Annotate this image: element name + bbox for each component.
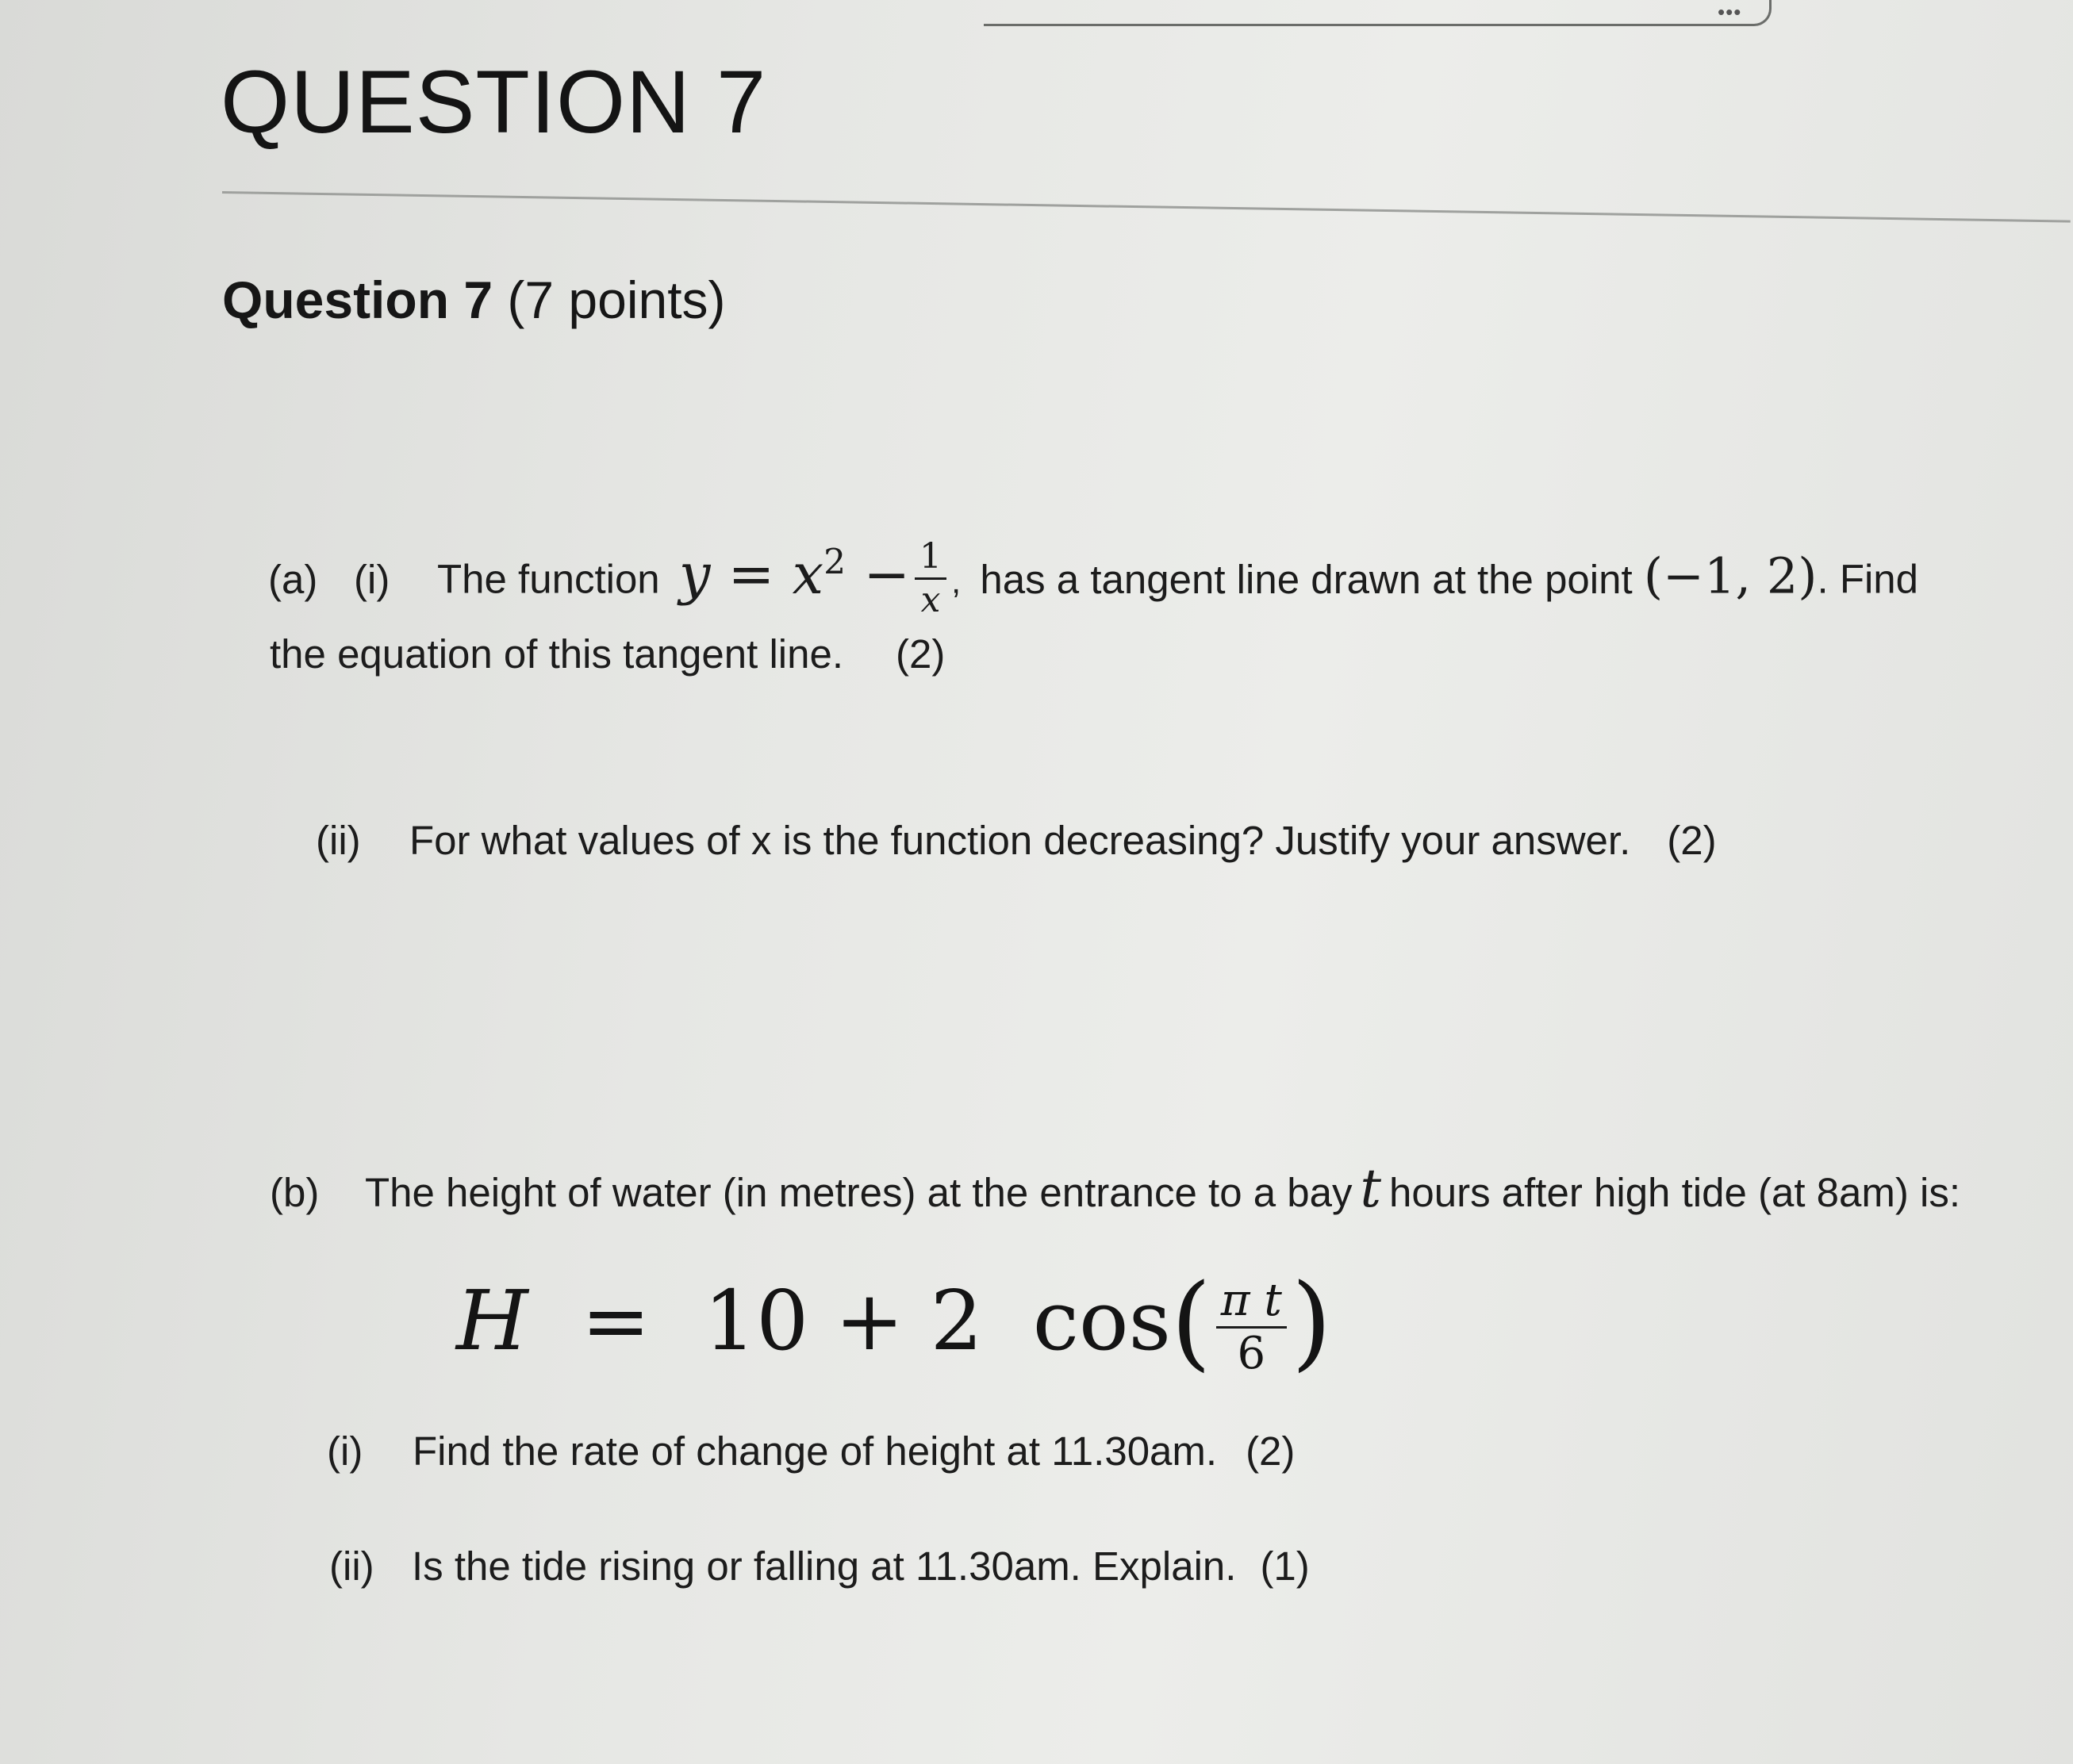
eq-right-paren: ) <box>1291 1261 1332 1382</box>
part-b-text-intro: The height of water (in metres) at the entrance to a bay <box>365 1170 1353 1215</box>
part-a-i-line-2 <box>270 631 945 677</box>
eq-equals: = <box>727 541 775 607</box>
eq-H: H <box>456 1272 528 1369</box>
eq-H-fraction <box>1216 1275 1287 1380</box>
part-b-text-outro: hours after high tide (at 8am) is: <box>1389 1170 1961 1215</box>
part-a-i-label: (i) <box>354 556 390 602</box>
variable-t: t <box>1360 1158 1382 1219</box>
title-divider <box>222 191 2071 223</box>
function-equation <box>678 536 951 620</box>
part-a-i-line-1 <box>268 536 1919 620</box>
eq-H-fraction-denominator: 6 <box>1237 1328 1266 1380</box>
part-a-i-text-find: . Find <box>1817 556 1919 602</box>
page-title: QUESTION 7 <box>221 52 767 151</box>
part-a-i-text-line-2: the equation of this tangent line. <box>270 631 844 677</box>
part-b-ii-line <box>329 1543 1310 1590</box>
part-b-i-label: (i) <box>327 1428 363 1474</box>
top-menu-frame <box>984 0 1772 26</box>
question-points: (7 points) <box>493 270 726 329</box>
point-coordinates: (−1, 2) <box>1643 546 1818 605</box>
eq-fraction-denominator: x <box>920 580 941 620</box>
part-b-i-marks: (2) <box>1246 1428 1296 1474</box>
eq-H-constant: 10 + 2 <box>703 1272 983 1369</box>
part-b-label: (b) <box>270 1170 320 1215</box>
part-b-i-line <box>327 1428 1295 1474</box>
part-a-ii-text: For what values of x is the function decreasing? Justify your answer. <box>409 818 1631 863</box>
part-b-ii-label: (ii) <box>329 1544 374 1589</box>
eq-exponent: 2 <box>823 542 846 583</box>
part-a-ii-marks: (2) <box>1667 818 1717 863</box>
eq-y: y <box>678 541 711 607</box>
part-a-label: (a) <box>268 556 318 602</box>
part-b-line <box>270 1158 1960 1219</box>
part-b-i-text: Find the rate of change of height at 11.30am. <box>413 1428 1218 1474</box>
part-a-i-text-intro: The function <box>437 556 660 602</box>
eq-x: x <box>792 541 824 607</box>
eq-cos: cos <box>1032 1272 1172 1369</box>
eq-minus: − <box>863 541 910 607</box>
question-heading <box>222 270 726 330</box>
part-b-ii-text: Is the tide rising or falling at 11.30am. Explain. <box>412 1544 1237 1589</box>
question-heading-label: Question 7 <box>222 270 493 329</box>
eq-H-fraction-numerator: π t <box>1216 1279 1287 1329</box>
part-a-ii-line <box>316 817 1717 864</box>
eq-left-paren: ( <box>1171 1261 1211 1382</box>
eq-fraction-numerator: 1 <box>915 539 946 580</box>
tide-equation <box>456 1261 1332 1382</box>
eq-fraction <box>915 536 946 620</box>
part-a-i-marks: (2) <box>896 631 946 677</box>
more-options-icon[interactable]: ••• <box>1718 0 1742 24</box>
eq-H-equals: = <box>581 1272 651 1369</box>
eq-comma: , <box>951 562 962 601</box>
part-a-i-text-mid: has a tangent line drawn at the point <box>980 556 1633 602</box>
part-a-ii-label: (ii) <box>316 818 361 863</box>
part-b-ii-marks: (1) <box>1260 1544 1310 1589</box>
